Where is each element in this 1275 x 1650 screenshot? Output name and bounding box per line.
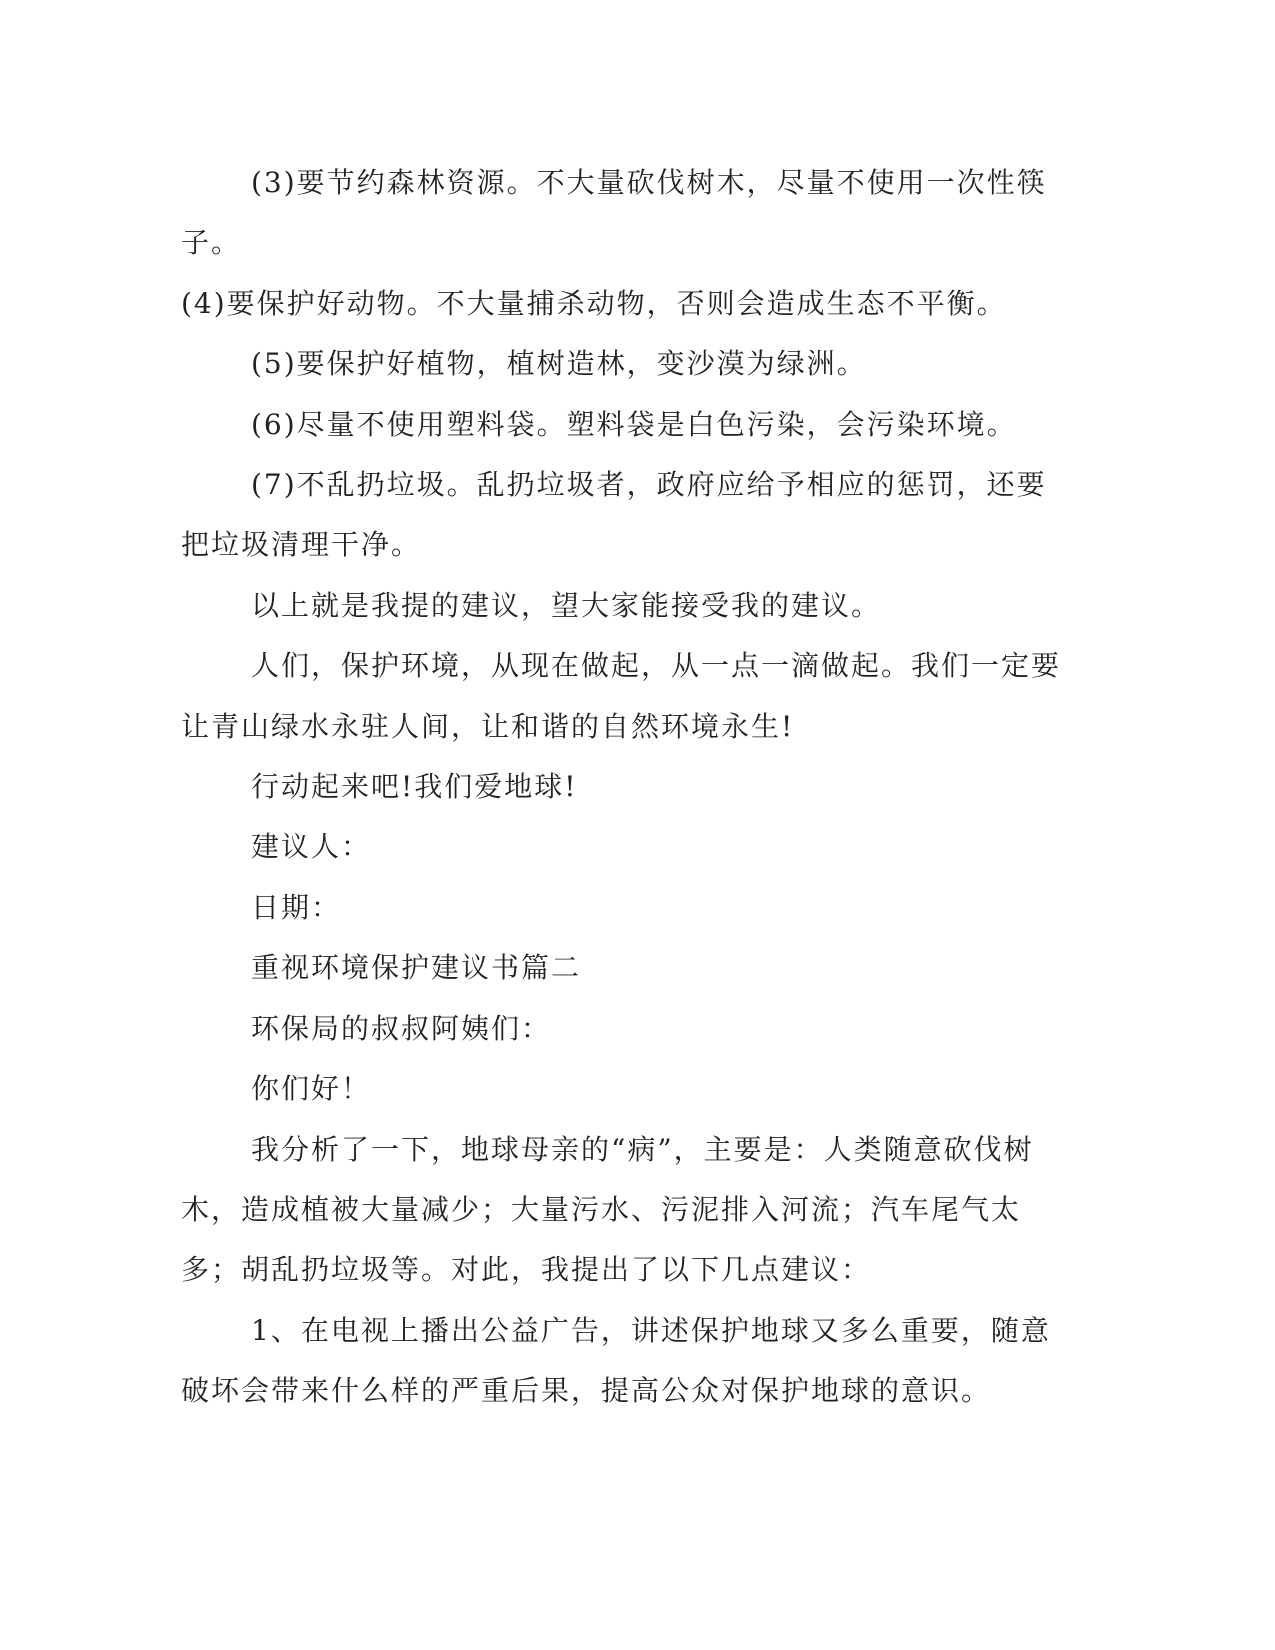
paragraph-suggestion-1: 1、在电视上播出公益广告，讲述保护地球又多么重要，随意破坏会带来什么样的严重后果，提高公众对保护地球的意识。 [181,1313,1051,1408]
letter-salutation: 环保局的叔叔阿姨们： [251,1011,552,1045]
signature-date: 日期： [251,890,342,924]
paragraph-item-6: (6)尽量不使用塑料袋。塑料袋是白色污染，会污染环境。 [251,407,1017,441]
paragraph-analysis: 我分析了一下，地球母亲的“病”，主要是：人类随意砍伐树木，造成植被大量减少；大量污水、污泥排入河流；汽车尾气太多；胡乱扔垃圾等。对此，我提出了以下几点建议： [181,1132,1034,1287]
signature-proposer: 建议人： [251,830,372,864]
paragraph-item-7: (7)不乱扔垃圾。乱扔垃圾者，政府应给予相应的惩罚，还要把垃圾清理干净。 [181,468,1047,562]
letter-greeting: 你们好！ [251,1072,372,1106]
paragraph-item-3: (3)要节约森林资源。不大量砍伐树木，尽量不使用一次性筷子。 [181,166,1047,260]
paragraph-appeal: 人们，保护环境，从现在做起，从一点一滴做起。我们一定要让青山绿水永驻人间，让和谐的自然环境永生! [181,649,1062,743]
paragraph-item-5: (5)要保护好植物，植树造林，变沙漠为绿洲。 [251,347,867,381]
paragraph-summary: 以上就是我提的建议，望大家能接受我的建议。 [251,588,882,622]
paragraph-item-4: (4)要保护好动物。不大量捕杀动物，否则会造成生态不平衡。 [181,286,1007,320]
section-title: 重视环境保护建议书篇二 [251,951,582,985]
paragraph-slogan: 行动起来吧!我们爱地球! [251,770,578,804]
document-body [181,153,1061,1422]
